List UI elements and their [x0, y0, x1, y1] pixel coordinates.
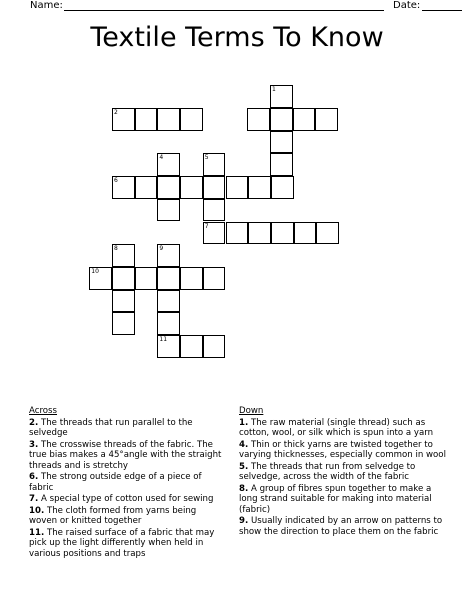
cell-number: 9 [159, 245, 164, 253]
crossword-cell[interactable] [203, 222, 226, 245]
crossword-cell[interactable] [112, 312, 135, 335]
clue-text: The raised surface of a fabric that may pick up the light differently when held in various positions and traps [29, 527, 215, 559]
crossword-cell[interactable] [157, 244, 180, 267]
crossword-cell[interactable] [157, 176, 180, 199]
clue-number: 5. [239, 461, 249, 472]
clue-text: Thin or thick yarns are twisted together to varying thicknesses, especially common in wool [239, 439, 446, 460]
clue-item [29, 440, 225, 472]
clue-item [239, 516, 449, 537]
crossword-cell[interactable] [112, 290, 135, 313]
cell-number: 6 [114, 177, 118, 185]
clue-text: The strong outside edge of a piece of fabric [29, 472, 202, 493]
crossword-cell[interactable] [203, 153, 226, 176]
cell-number: 4 [159, 154, 164, 162]
clue-number: 2. [29, 417, 39, 428]
cell-number: 11 [159, 336, 168, 343]
clue-item [29, 472, 225, 493]
crossword-cell[interactable] [180, 176, 203, 199]
crossword-cell[interactable] [226, 176, 249, 199]
across-heading: Across [29, 406, 58, 416]
crossword-cell[interactable] [316, 222, 339, 245]
crossword-cell[interactable] [112, 244, 135, 267]
clue-number: 7. [29, 494, 39, 504]
crossword-cell[interactable] [293, 108, 316, 131]
clue-item [239, 484, 449, 516]
clue-number: 9. [239, 516, 249, 526]
crossword-cell[interactable] [247, 108, 270, 131]
crossword-cell[interactable] [248, 176, 271, 199]
cell-number: 5 [204, 154, 209, 162]
clue-item [29, 528, 225, 560]
crossword-cell[interactable] [270, 85, 293, 108]
clue-number: 4. [239, 439, 249, 450]
cell-number: 7 [204, 222, 209, 230]
crossword-cell[interactable] [248, 222, 271, 245]
cell-number: 1 [272, 86, 276, 93]
page-title: Textile Terms To Know [90, 22, 384, 53]
crossword-cell[interactable] [270, 108, 293, 131]
crossword-cell[interactable] [135, 176, 158, 199]
crossword-cell[interactable] [294, 222, 317, 245]
crossword-cell[interactable] [157, 312, 180, 335]
down-clues [239, 406, 449, 538]
crossword-cell[interactable] [157, 199, 180, 222]
clue-number: 3. [29, 439, 39, 450]
crossword-cell[interactable] [270, 131, 293, 154]
crossword-cell[interactable] [112, 267, 135, 290]
cell-number: 2 [114, 109, 118, 116]
crossword-cell[interactable] [270, 153, 293, 176]
crossword-cell[interactable] [180, 335, 203, 358]
crossword-cell[interactable] [203, 199, 226, 222]
cell-number: 8 [114, 245, 118, 253]
crossword-cell[interactable] [203, 267, 226, 290]
crossword-cell[interactable] [180, 267, 203, 290]
cell-number: 10 [91, 267, 99, 275]
crossword-cell[interactable] [157, 108, 180, 131]
crossword-cell[interactable] [157, 290, 180, 313]
clue-text: The threads that run parallel to the selvedge [29, 417, 193, 438]
crossword-cell[interactable] [112, 176, 135, 199]
crossword-cell[interactable] [135, 108, 158, 131]
clue-item [29, 494, 225, 505]
clue-item [239, 462, 449, 483]
clue-text: The threads that run from selvedge to selvedge, across the width of the fabric [239, 461, 416, 482]
crossword-cell[interactable] [271, 222, 294, 245]
crossword-cell[interactable] [157, 267, 180, 290]
crossword-cell[interactable] [203, 335, 226, 358]
crossword-cell[interactable] [271, 176, 294, 199]
across-clues [29, 406, 225, 560]
clue-text: The raw material (single thread) such as cotton, wool, or silk which is spun into a yarn [239, 417, 434, 438]
clue-text: Usually indicated by an arrow on patterns to show the direction to place them on the fabric [239, 516, 443, 537]
crossword-cell[interactable] [89, 267, 112, 290]
down-heading: Down [239, 406, 264, 416]
crossword-cell[interactable] [112, 108, 135, 131]
date-label: Date: [393, 0, 421, 11]
clue-item [239, 440, 449, 461]
clue-text: The cloth formed from yarns being woven or knitted together [29, 505, 197, 526]
crossword-cell[interactable] [315, 108, 338, 131]
clue-text: A special type of cotton used for sewing [40, 494, 214, 504]
clue-number: 1. [239, 417, 249, 428]
clue-text: The crosswise threads of the fabric. The true bias makes a 45°angle with the straight threads and is stretchy [29, 439, 222, 471]
crossword-cell[interactable] [157, 153, 180, 176]
crossword-cell[interactable] [135, 267, 158, 290]
clue-number: 11. [29, 527, 45, 538]
clue-item [239, 418, 449, 439]
crossword-cell[interactable] [203, 176, 226, 199]
clue-item [29, 418, 225, 439]
clue-number: 6. [29, 472, 39, 482]
clue-text: A group of fibres spun together to make a long strand suitable for making into material (fabric) [239, 483, 432, 515]
crossword-cell[interactable] [226, 222, 249, 245]
crossword-cell[interactable] [157, 335, 180, 358]
clue-number: 8. [239, 483, 249, 494]
name-label: Name: [30, 0, 63, 11]
crossword-cell[interactable] [180, 108, 203, 131]
clue-number: 10. [29, 505, 45, 516]
clue-item [29, 506, 225, 527]
